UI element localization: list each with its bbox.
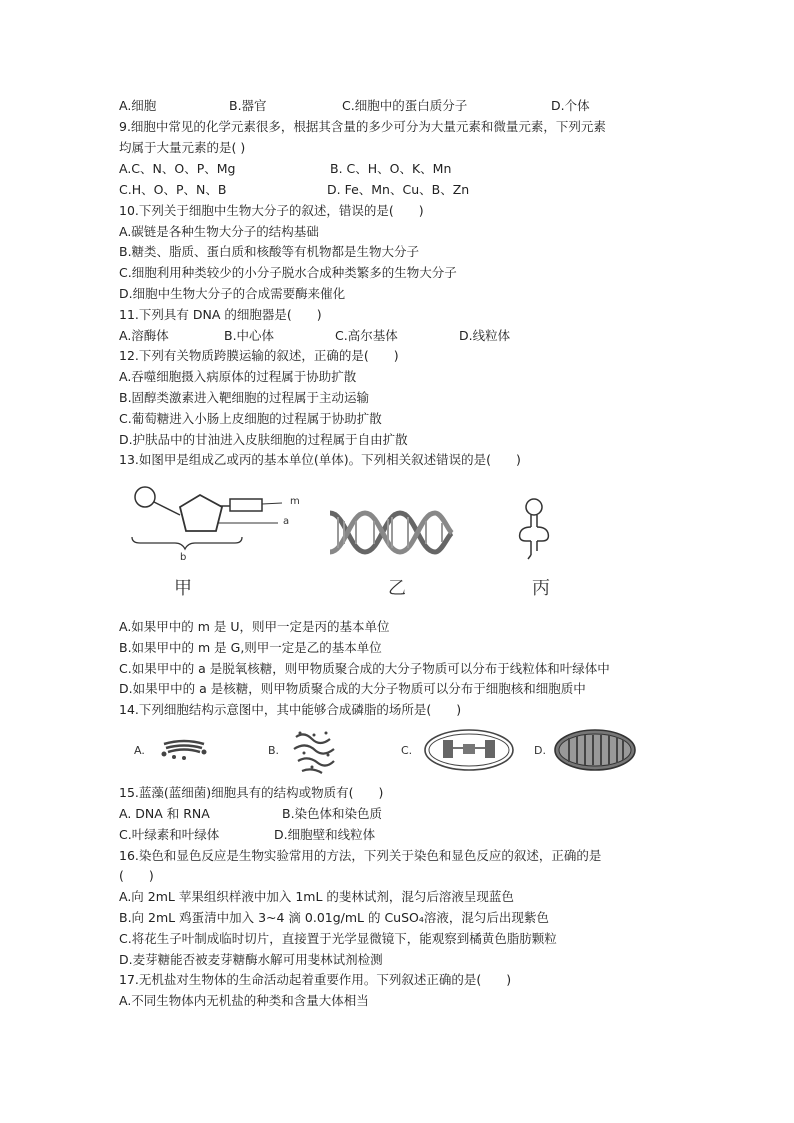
- q8-option-a: A.细胞: [119, 98, 157, 113]
- q16-stem-line1: 16.染色和显色反应是生物实验常用的方法，下列关于染色和显色反应的叙述，正确的是: [119, 848, 602, 863]
- q11-option-c: C.高尔基体: [335, 328, 398, 343]
- q12-option-a: A.吞噬细胞摄入病原体的过程属于协助扩散: [119, 369, 357, 384]
- q9-option-d: D. Fe、Mn、Cu、B、Zn: [327, 182, 470, 197]
- chloroplast-diagram: [423, 728, 515, 772]
- q14-label-b: B.: [268, 744, 280, 757]
- label-b: b: [180, 552, 187, 563]
- q9-option-b: B. C、H、O、K、Mn: [330, 161, 452, 176]
- q15-stem: 15.蓝藻(蓝细菌)细胞具有的结构或物质有( ): [119, 785, 384, 800]
- q16-option-d: D.麦芽糖能否被麦芽糖酶水解可用斐林试剂检测: [119, 952, 383, 967]
- label-bing: 丙: [532, 578, 550, 599]
- q14-label-c: C.: [401, 744, 413, 757]
- q10-option-d: D.细胞中生物大分子的合成需要酶来催化: [119, 286, 346, 301]
- q12-option-b: B.固醇类激素进入靶细胞的过程属于主动运输: [119, 390, 370, 405]
- q13-option-d: D.如果甲中的 a 是核糖，则甲物质聚合成的大分子物质可以分布于细胞核和细胞质中: [119, 681, 586, 696]
- q9-stem-line1: 9.细胞中常见的化学元素很多，根据其含量的多少可分为大量元素和微量元素，下列元素: [119, 119, 606, 134]
- q17-stem: 17.无机盐对生物体的生命活动起着重要作用。下列叙述正确的是( ): [119, 972, 512, 987]
- q16-option-c: C.将花生子叶制成临时切片，直接置于光学显微镜下，能观察到橘黄色脂肪颗粒: [119, 931, 557, 946]
- q13-stem: 13.如图甲是组成乙或丙的基本单位(单体)。下列相关叙述错误的是( ): [119, 452, 521, 467]
- q13-option-a: A.如果甲中的 m 是 U，则甲一定是丙的基本单位: [119, 619, 390, 634]
- label-yi: 乙: [388, 578, 406, 599]
- q12-option-d: D.护肤品中的甘油进入皮肤细胞的过程属于自由扩散: [119, 432, 408, 447]
- q10-stem: 10.下列关于细胞中生物大分子的叙述，错误的是( ): [119, 203, 424, 218]
- q11-option-d: D.线粒体: [459, 328, 511, 343]
- q15-option-d: D.细胞壁和线粒体: [274, 827, 376, 842]
- nucleotide-diagram: [130, 485, 300, 555]
- q11-option-b: B.中心体: [224, 328, 275, 343]
- q16-option-a: A.向 2mL 苹果组织样液中加入 1mL 的斐林试剂，混匀后溶液呈现蓝色: [119, 889, 514, 904]
- q12-stem: 12.下列有关物质跨膜运输的叙述，正确的是( ): [119, 348, 399, 363]
- q10-option-c: C.细胞利用种类较少的小分子脱水合成种类繁多的生物大分子: [119, 265, 457, 280]
- q15-option-c: C.叶绿素和叶绿体: [119, 827, 220, 842]
- q15-option-b: B.染色体和染色质: [282, 806, 383, 821]
- q10-option-b: B.糖类、脂质、蛋白质和核酸等有机物都是生物大分子: [119, 244, 420, 259]
- q16-stem-line2: ( ): [119, 868, 154, 883]
- label-m: m: [290, 496, 300, 507]
- q17-option-a: A.不同生物体内无机盐的种类和含量大体相当: [119, 993, 369, 1008]
- q13-option-c: C.如果甲中的 a 是脱氧核糖，则甲物质聚合成的大分子物质可以分布于线粒体和叶绿体中: [119, 661, 610, 676]
- q11-option-a: A.溶酶体: [119, 328, 169, 343]
- q10-option-a: A.碳链是各种生物大分子的结构基础: [119, 224, 319, 239]
- mitochondrion-diagram: [553, 728, 637, 772]
- q9-option-c: C.H、O、P、N、B: [119, 182, 227, 197]
- q9-stem-line2: 均属于大量元素的是( ): [119, 140, 246, 155]
- q14-label-d: D.: [534, 744, 546, 757]
- label-jia: 甲: [174, 578, 192, 599]
- q14-stem: 14.下列细胞结构示意图中，其中能够合成磷脂的场所是( ): [119, 702, 462, 717]
- endoplasmic-reticulum-diagram: [292, 727, 338, 775]
- q8-option-d: D.个体: [551, 98, 590, 113]
- q11-stem: 11.下列具有 DNA 的细胞器是( ): [119, 307, 322, 322]
- q12-option-c: C.葡萄糖进入小肠上皮细胞的过程属于协助扩散: [119, 411, 382, 426]
- q9-option-a: A.C、N、O、P、Mg: [119, 161, 236, 176]
- q14-label-a: A.: [134, 744, 145, 757]
- q16-option-b: B.向 2mL 鸡蛋清中加入 3~4 滴 0.01g/mL 的 CuSO₄溶液，混匀后出现紫色: [119, 910, 549, 925]
- trna-cloverleaf-diagram: [508, 497, 558, 559]
- dna-double-helix-diagram: [330, 505, 452, 560]
- q8-option-c: C.细胞中的蛋白质分子: [342, 98, 468, 113]
- q8-option-b: B.器官: [229, 98, 267, 113]
- golgi-apparatus-diagram: [160, 736, 208, 762]
- label-a: a: [283, 516, 290, 527]
- q13-option-b: B.如果甲中的 m 是 G,则甲一定是乙的基本单位: [119, 640, 382, 655]
- q15-option-a: A. DNA 和 RNA: [119, 806, 210, 821]
